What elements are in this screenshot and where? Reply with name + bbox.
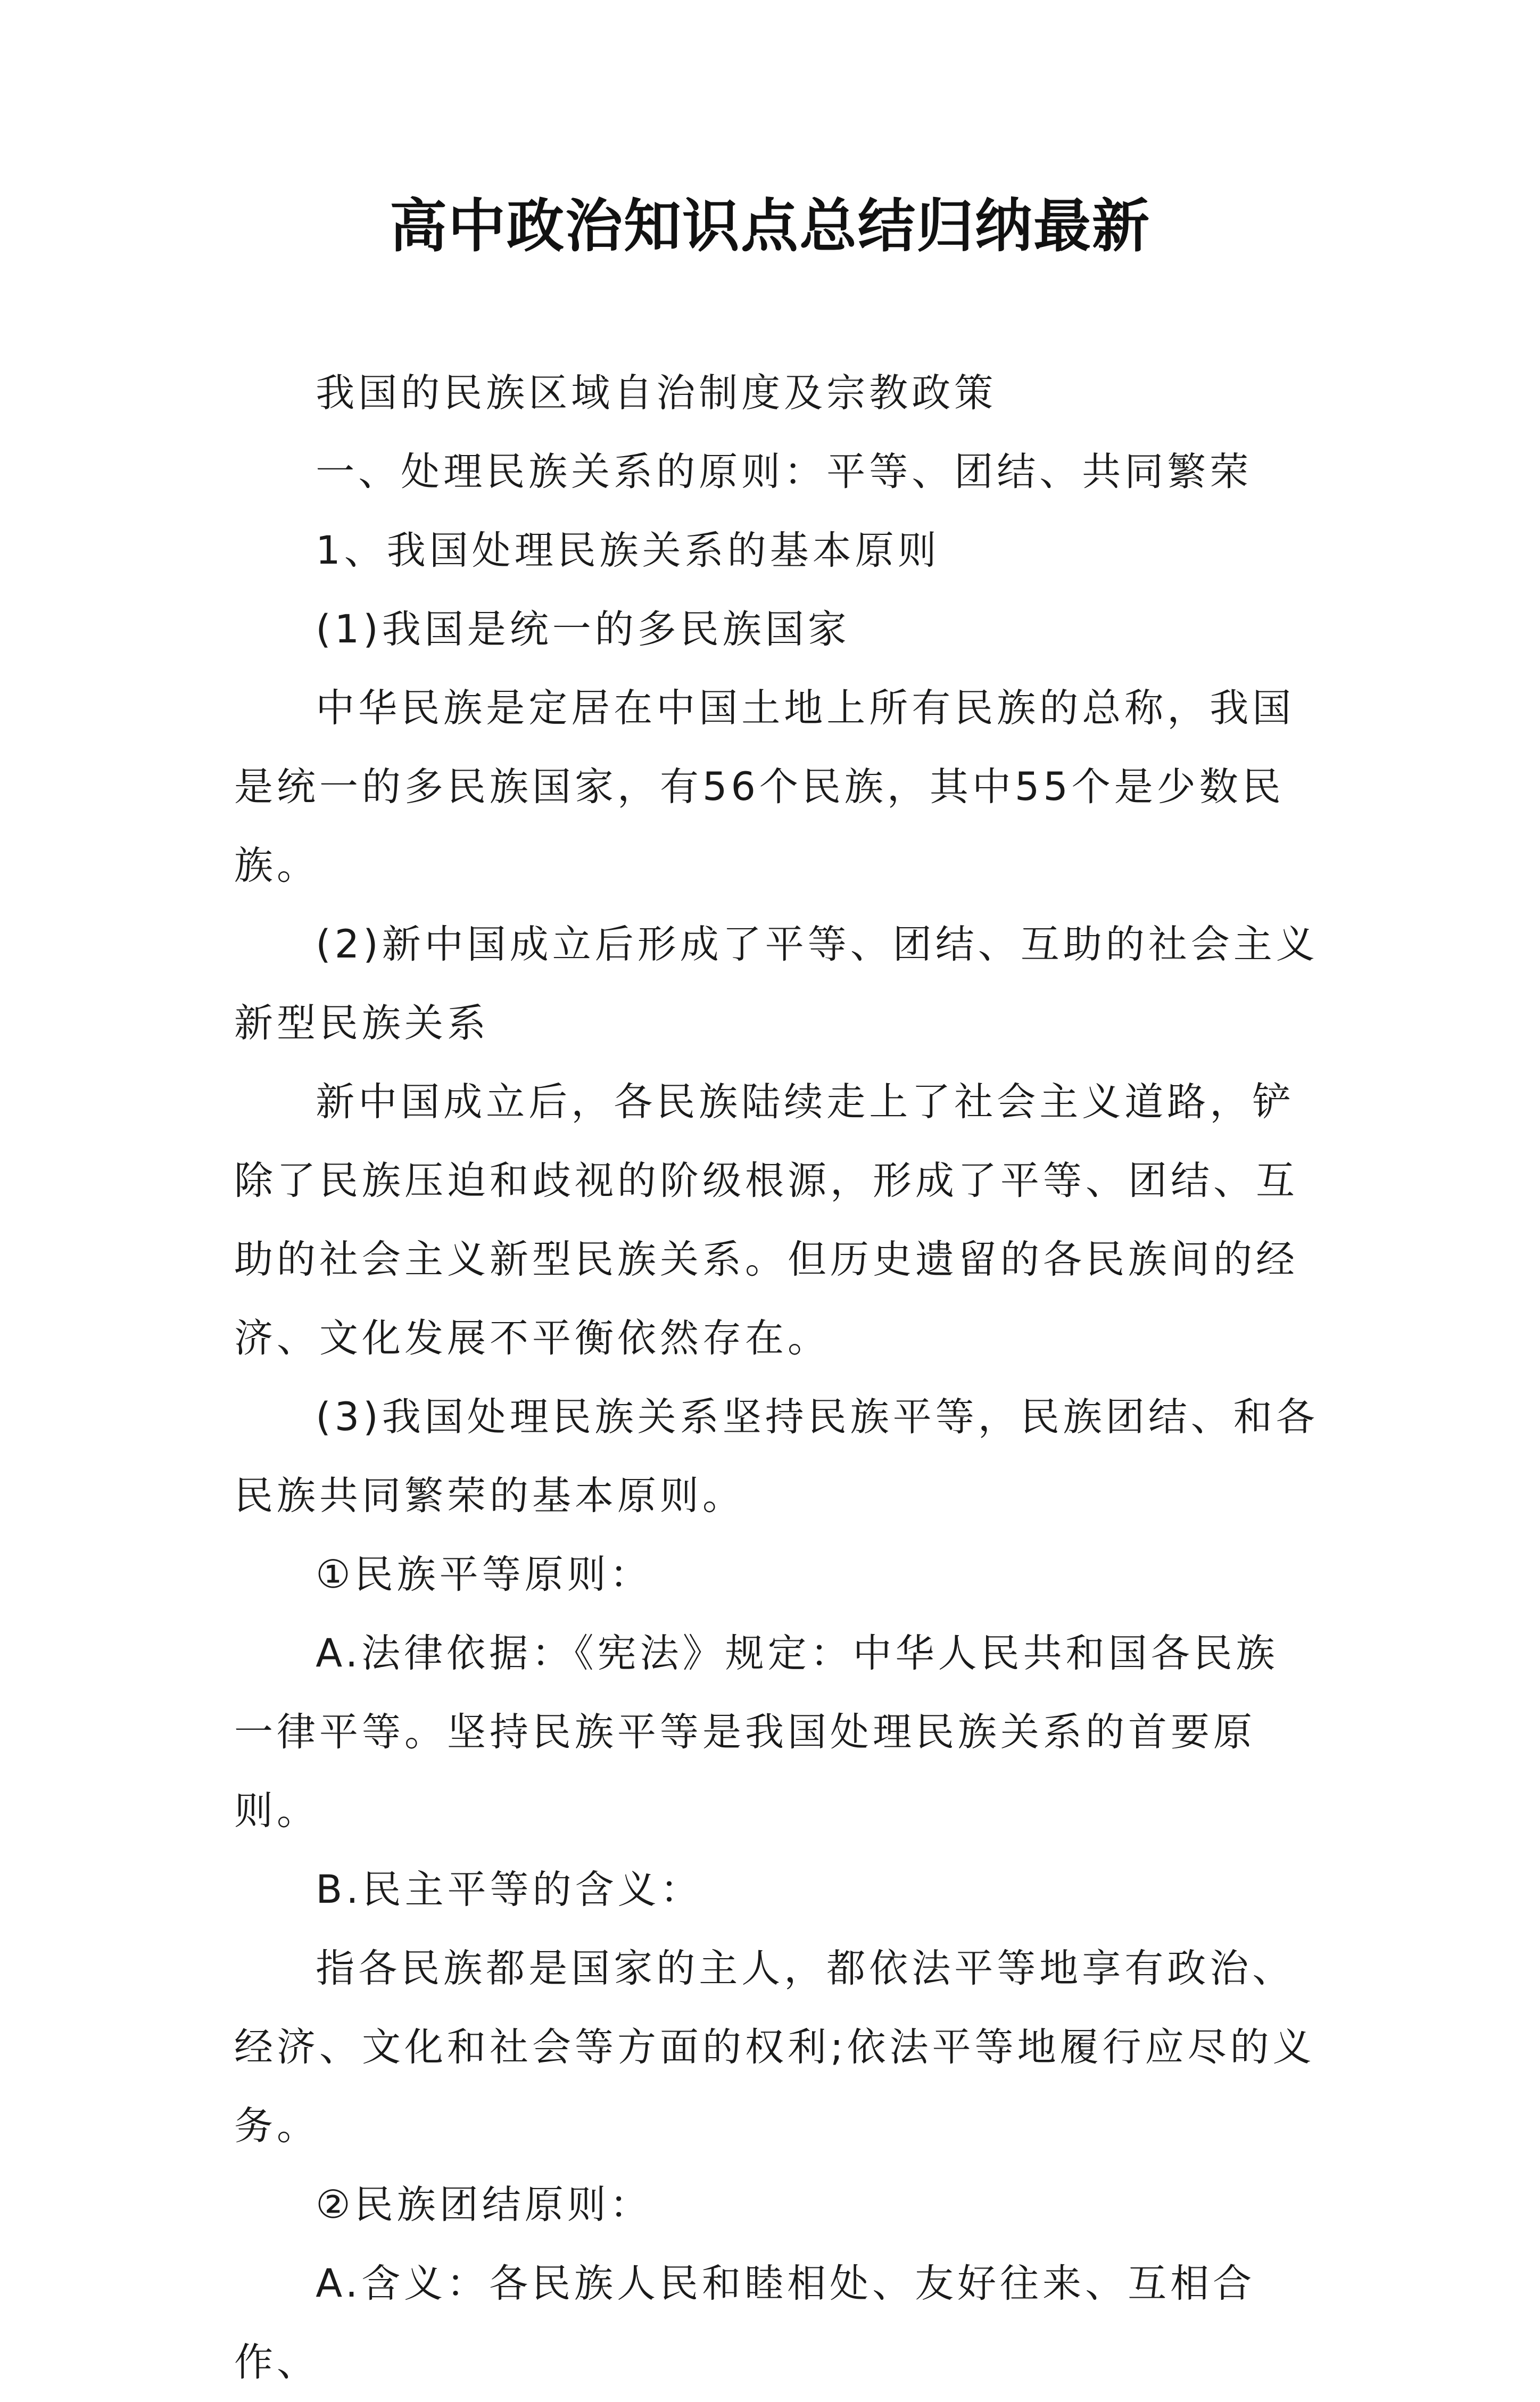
paragraph-equality-meaning: 指各民族都是国家的主人，都依法平等地享有政治、经济、文化和社会等方面的权利;依法平等地履行应尽的义务。 [234, 1946, 1315, 2149]
document-title: 高中政治知识点总结归纳最新 [389, 193, 1150, 260]
paragraph-point-1: (1)我国是统一的多民族国家 [316, 607, 850, 652]
paragraph-point-3: (3)我国处理民族关系坚持民族平等，民族团结、和各民族共同繁荣的基本原则。 [234, 1394, 1319, 1518]
paragraph-equality-meaning-heading: B.民主平等的含义： [316, 1867, 703, 1912]
paragraph-legal-basis: A.法律依据：《宪法》规定：中华人民共和国各民族一律平等。坚持民族平等是我国处理民族关系的首要原则。 [234, 1631, 1279, 1834]
document-body [234, 354, 1320, 2402]
paragraph-point-2: (2)新中国成立后形成了平等、团结、互助的社会主义新型民族关系 [234, 922, 1319, 1046]
paragraph-unity-principle: ②民族团结原则： [316, 2182, 652, 2227]
paragraph-new-china: 新中国成立后，各民族陆续走上了社会主义道路，铲除了民族压迫和歧视的阶级根源，形成了平等、团结、互助的社会主义新型民族关系。但历史遗留的各民族间的经济、文化发展不平衡依然存在。 [234, 1079, 1298, 1361]
paragraph-equality-principle: ①民族平等原则： [316, 1552, 652, 1597]
paragraph-principles-heading: 一、处理民族关系的原则：平等、团结、共同繁荣 [316, 449, 1253, 494]
paragraph-section-heading: 我国的民族区域自治制度及宗教政策 [316, 370, 997, 416]
paragraph-basic-principles: 1、我国处理民族关系的基本原则 [316, 528, 940, 573]
paragraph-unity-meaning: A.含义：各民族人民和睦相处、友好往来、互相合作、 [234, 2261, 1256, 2385]
paragraph-chinese-nation: 中华民族是定居在中国土地上所有民族的总称，我国是统一的多民族国家，有56个民族，其中55个是少数民族。 [234, 686, 1295, 888]
